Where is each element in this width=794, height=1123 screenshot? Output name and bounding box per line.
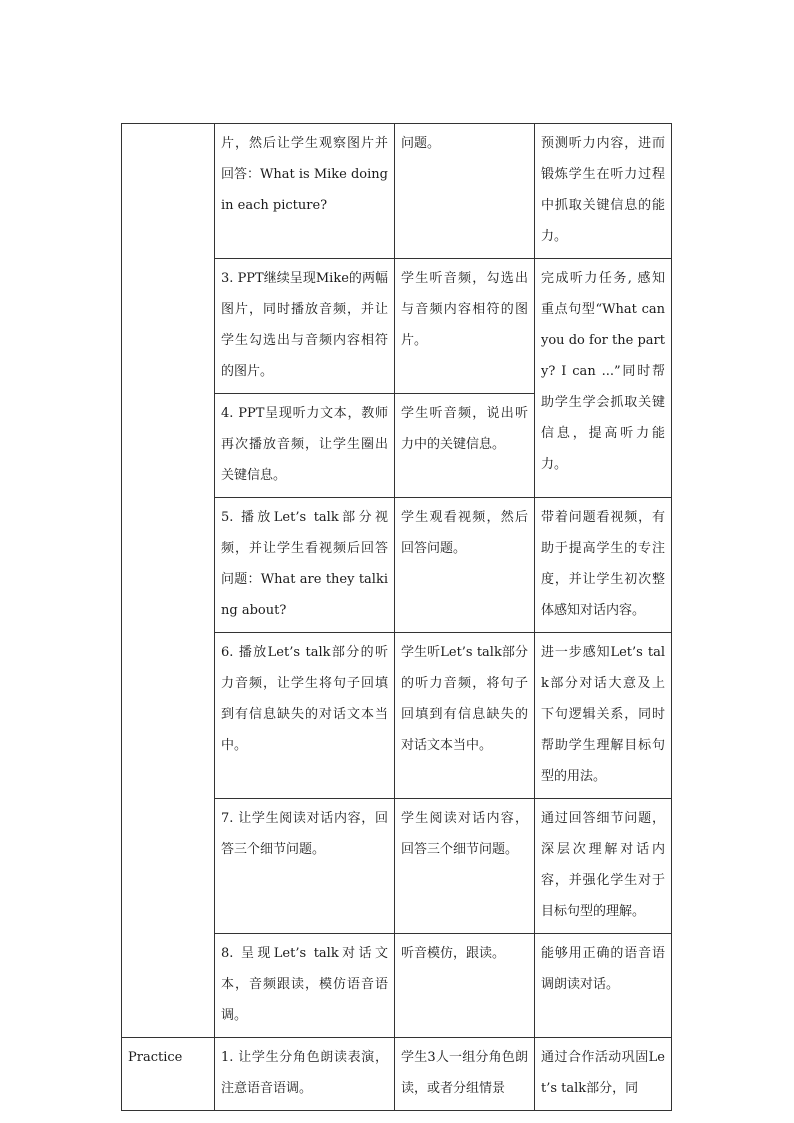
purpose-cell: 预测听力内容，进而锻炼学生在听力过程中抓取关键信息的能力。 (535, 124, 672, 259)
purpose-cell: 带着问题看视频，有助于提高学生的专注度，并让学生初次整体感知对话内容。 (535, 498, 672, 633)
student-activity-cell: 学生观看视频，然后回答问题。 (395, 498, 535, 633)
table-row (122, 1038, 672, 1111)
student-activity-cell: 学生听Let’s talk部分的听力音频，将句子回填到有信息缺失的对话文本当中。 (395, 633, 535, 799)
stage-cell (122, 124, 215, 1038)
stage-cell: Practice (122, 1038, 215, 1111)
table-row (122, 124, 672, 259)
purpose-cell: 通过合作活动巩固Let’s talk部分，同 (535, 1038, 672, 1111)
student-activity-cell: 听音模仿，跟读。 (395, 934, 535, 1038)
teacher-activity-cell: 5. 播放Let’s talk部分视频，并让学生看视频后回答问题：What are they talking about? (215, 498, 395, 633)
lesson-plan-table (121, 123, 672, 1111)
teacher-activity-cell: 8. 呈现Let’s talk对话文本，音频跟读，模仿语音语调。 (215, 934, 395, 1038)
teacher-activity-cell: 3. PPT继续呈现Mike的两幅图片，同时播放音频，并让学生勾选出与音频内容相符的图片。 (215, 259, 395, 394)
teacher-activity-cell: 1. 让学生分角色朗读表演，注意语音语调。 (215, 1038, 395, 1111)
student-activity-cell: 问题。 (395, 124, 535, 259)
teacher-activity-cell: 4. PPT呈现听力文本，教师再次播放音频，让学生圈出关键信息。 (215, 394, 395, 498)
student-activity-cell: 学生听音频，说出听力中的关键信息。 (395, 394, 535, 498)
teacher-activity-cell: 片，然后让学生观察图片并回答：What is Mike doing in each picture? (215, 124, 395, 259)
purpose-cell: 进一步感知Let’s talk部分对话大意及上下句逻辑关系，同时帮助学生理解目标句型的用法。 (535, 633, 672, 799)
student-activity-cell: 学生听音频，勾选出与音频内容相符的图片。 (395, 259, 535, 394)
purpose-cell: 能够用正确的语音语调朗读对话。 (535, 934, 672, 1038)
student-activity-cell: 学生3人一组分角色朗读，或者分组情景 (395, 1038, 535, 1111)
purpose-cell: 完成听力任务, 感知重点句型“What can you do for the party? I can ...”同时帮助学生学会抓取关键信息，提高听力能力。 (535, 259, 672, 498)
student-activity-cell: 学生阅读对话内容，回答三个细节问题。 (395, 799, 535, 934)
teacher-activity-cell: 6. 播放Let’s talk部分的听力音频，让学生将句子回填到有信息缺失的对话文本当中。 (215, 633, 395, 799)
purpose-cell: 通过回答细节问题，深层次理解对话内容，并强化学生对于目标句型的理解。 (535, 799, 672, 934)
teacher-activity-cell: 7. 让学生阅读对话内容，回答三个细节问题。 (215, 799, 395, 934)
